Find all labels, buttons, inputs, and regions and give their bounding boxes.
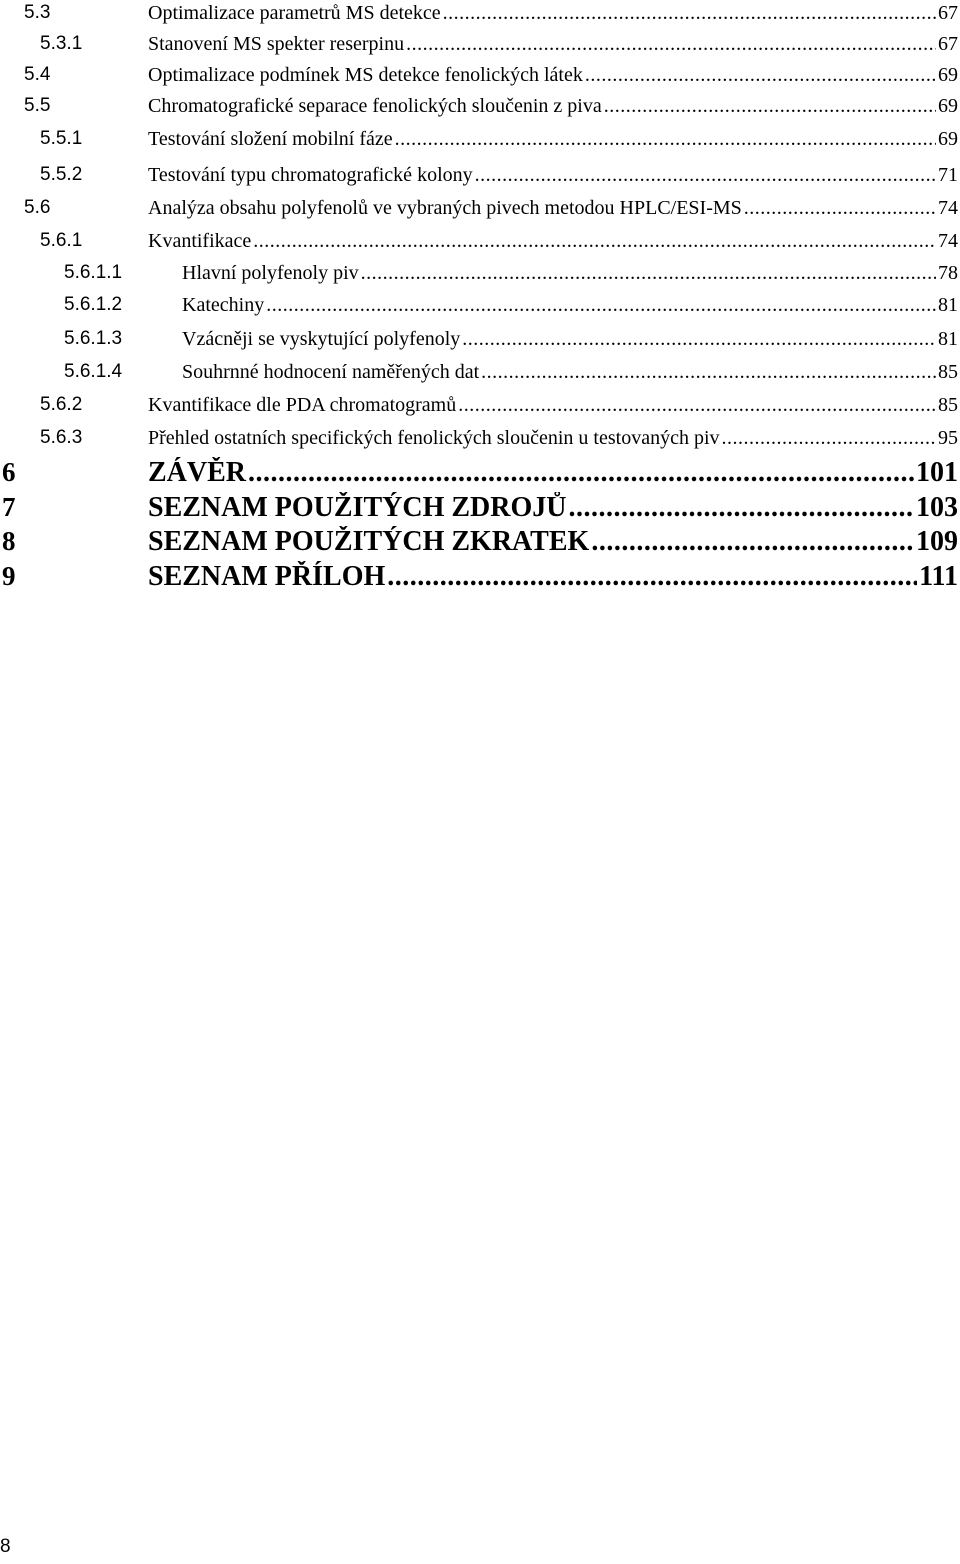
toc-entry-number: 5.5	[24, 95, 51, 116]
toc-chapter-title: SEZNAM POUŽITÝCH ZDROJŮ	[148, 492, 567, 523]
toc-entry[interactable]	[0, 64, 960, 95]
toc-entry[interactable]	[0, 394, 960, 425]
toc-chapter-number: 9	[2, 561, 16, 591]
toc-entry-page: 69	[938, 128, 958, 150]
toc-entry-number: 5.3	[24, 2, 51, 23]
toc-entry[interactable]	[0, 361, 960, 392]
toc-entry[interactable]	[0, 294, 960, 325]
toc-chapter[interactable]	[0, 526, 960, 562]
toc-entry-title: Vzácněji se vyskytující polyfenoly	[182, 328, 461, 350]
toc-leader-dots	[266, 294, 936, 317]
toc-entry-title: Testování typu chromatografické kolony	[148, 164, 473, 186]
toc-leader-dots	[248, 457, 914, 489]
toc-entry-title: Stanovení MS spekter reserpinu	[148, 33, 405, 55]
toc-chapter[interactable]	[0, 457, 960, 493]
toc-entry-page: 95	[938, 427, 958, 449]
toc-entry-number: 5.5.1	[40, 128, 83, 149]
toc-entry[interactable]	[0, 2, 960, 33]
toc-chapter-page: 101	[916, 457, 958, 488]
toc-entry-number: 5.5.2	[40, 164, 83, 185]
toc-chapter-number: 8	[2, 526, 16, 556]
toc-leader-dots	[253, 230, 936, 253]
toc-entry-number: 5.6.3	[40, 427, 83, 448]
toc-entry[interactable]	[0, 328, 960, 359]
toc-chapter[interactable]	[0, 492, 960, 528]
toc-leader-dots	[591, 526, 914, 558]
toc-entry-number: 5.6.1.1	[64, 262, 123, 283]
toc-entry-number: 5.6	[24, 197, 51, 218]
toc-chapter-number: 7	[2, 492, 16, 522]
toc-chapter-title: SEZNAM POUŽITÝCH ZKRATEK	[148, 526, 590, 557]
toc-entry-page: 69	[938, 95, 958, 117]
toc-leader-dots	[481, 361, 936, 384]
toc-leader-dots	[585, 64, 936, 87]
toc-entry-page: 85	[938, 394, 958, 416]
toc-entry-title: Optimalizace parametrů MS detekce	[148, 2, 441, 24]
toc-leader-dots	[568, 492, 914, 524]
toc-entry-page: 74	[938, 230, 958, 252]
toc-chapter-title: SEZNAM PŘÍLOH	[148, 561, 386, 592]
toc-entry-page: 71	[938, 164, 958, 186]
toc-entry[interactable]	[0, 230, 960, 261]
page-number: 8	[0, 1536, 11, 1557]
toc-chapter-title: ZÁVĚR	[148, 457, 247, 488]
toc-leader-dots	[462, 328, 936, 351]
toc-leader-dots	[604, 95, 936, 118]
toc-chapter-page: 103	[916, 492, 958, 523]
toc-entry[interactable]	[0, 164, 960, 195]
toc-leader-dots	[458, 394, 936, 417]
toc-entry-number: 5.6.1.3	[64, 328, 123, 349]
toc-entry[interactable]	[0, 197, 960, 228]
toc-entry-page: 78	[938, 262, 958, 284]
toc-entry-title: Přehled ostatních specifických fenolických sloučenin u testovaných piv	[148, 427, 720, 449]
toc-entry-number: 5.6.2	[40, 394, 83, 415]
toc-leader-dots	[387, 561, 917, 593]
toc-entry[interactable]	[0, 33, 960, 64]
toc-chapter-number: 6	[2, 457, 16, 487]
toc-leader-dots	[395, 128, 936, 151]
toc-entry-title: Kvantifikace	[148, 230, 252, 252]
toc-entry-number: 5.4	[24, 64, 51, 85]
toc-leader-dots	[744, 197, 936, 220]
toc-entry[interactable]	[0, 128, 960, 159]
toc-entry-title: Souhrnné hodnocení naměřených dat	[182, 361, 480, 383]
toc-entry-page: 81	[938, 294, 958, 316]
toc-entry-page: 85	[938, 361, 958, 383]
toc-entry[interactable]	[0, 427, 960, 458]
toc-entry-page: 67	[938, 33, 958, 55]
toc-leader-dots	[406, 33, 936, 56]
toc-entry-title: Katechiny	[182, 294, 265, 316]
toc-entry-number: 5.6.1.4	[64, 361, 123, 382]
toc-leader-dots	[361, 262, 936, 285]
toc-entry-title: Kvantifikace dle PDA chromatogramů	[148, 394, 457, 416]
toc-entry-title: Optimalizace podmínek MS detekce fenolických látek	[148, 64, 583, 86]
toc-entry[interactable]	[0, 262, 960, 293]
toc-entry-number: 5.3.1	[40, 33, 83, 54]
toc-entry-title: Testování složení mobilní fáze	[148, 128, 393, 150]
toc-chapter-page: 111	[919, 561, 958, 592]
toc-entry-number: 5.6.1.2	[64, 294, 123, 315]
toc-leader-dots	[475, 164, 936, 187]
toc-entry-number: 5.6.1	[40, 230, 83, 251]
toc-entry-title: Hlavní polyfenoly piv	[182, 262, 359, 284]
toc-leader-dots	[443, 2, 936, 25]
toc-entry[interactable]	[0, 95, 960, 126]
toc-entry-page: 67	[938, 2, 958, 24]
toc-entry-title: Analýza obsahu polyfenolů ve vybraných pivech metodou HPLC/ESI-MS	[148, 197, 742, 219]
toc-entry-page: 81	[938, 328, 958, 350]
toc-entry-page: 69	[938, 64, 958, 86]
toc-entry-title: Chromatografické separace fenolických sloučenin z piva	[148, 95, 602, 117]
toc-entry-page: 74	[938, 197, 958, 219]
toc-chapter-page: 109	[916, 526, 958, 557]
toc-chapter[interactable]	[0, 561, 960, 597]
toc-leader-dots	[722, 427, 936, 450]
